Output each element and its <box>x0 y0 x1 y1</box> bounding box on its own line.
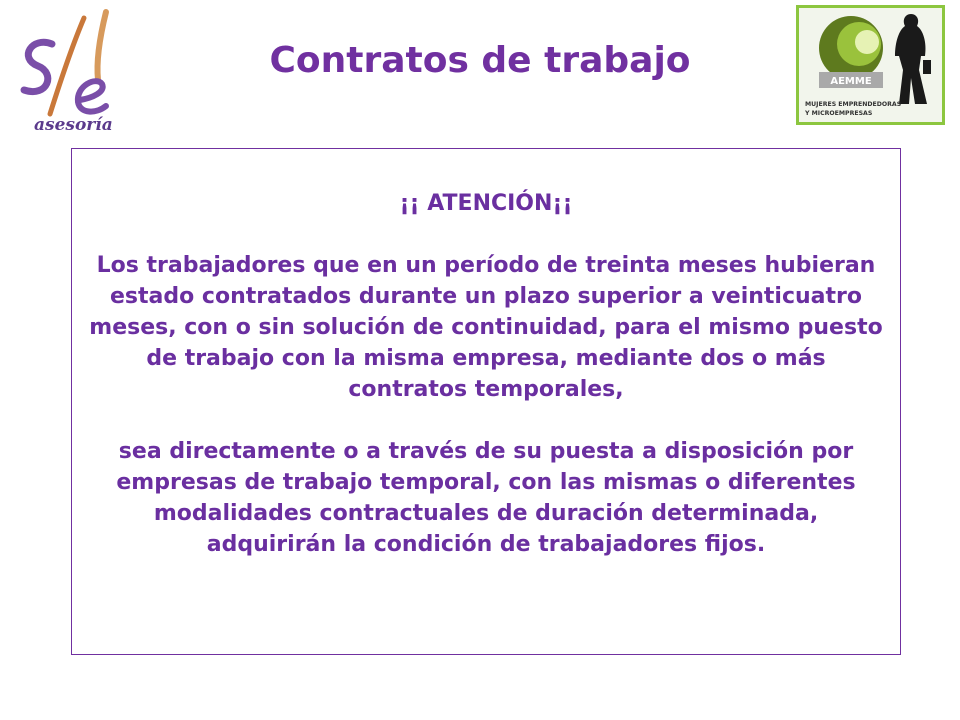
page-title: Contratos de trabajo <box>269 40 691 81</box>
notice-box <box>71 148 901 655</box>
asesoria-text: asesoría <box>34 115 113 135</box>
notice-heading: ¡¡ ATENCIÓN¡¡ <box>399 191 573 216</box>
notice-content <box>72 188 900 560</box>
notice-paragraph-2: sea directamente o a través de su puesta a disposición por empresas de trabajo temporal, con las mismas o diferentes modalidades contractuales de duración determinada, adquirirán la condición de trabajadores fijos. <box>116 439 856 557</box>
aemme-name: AEMME <box>830 76 872 87</box>
svg-text:MUJERES EMPRENDEDORAS: MUJERES EMPRENDEDORAS <box>805 101 902 108</box>
svg-text:Y MICROEMPRESAS: Y MICROEMPRESAS <box>805 110 873 117</box>
notice-paragraph-1: Los trabajadores que en un período de treinta meses hubieran estado contratados durante un plazo superior a veinticuatro meses, con o sin solución de continuidad, para el mismo puesto de trabajo con la misma empresa, mediante dos o más contratos temporales, <box>89 253 883 402</box>
aemme-logo <box>796 5 945 125</box>
aemme-logo-graphic <box>799 8 942 122</box>
sle-logo-graphic <box>12 6 140 138</box>
sle-asesoria-logo <box>12 6 140 138</box>
